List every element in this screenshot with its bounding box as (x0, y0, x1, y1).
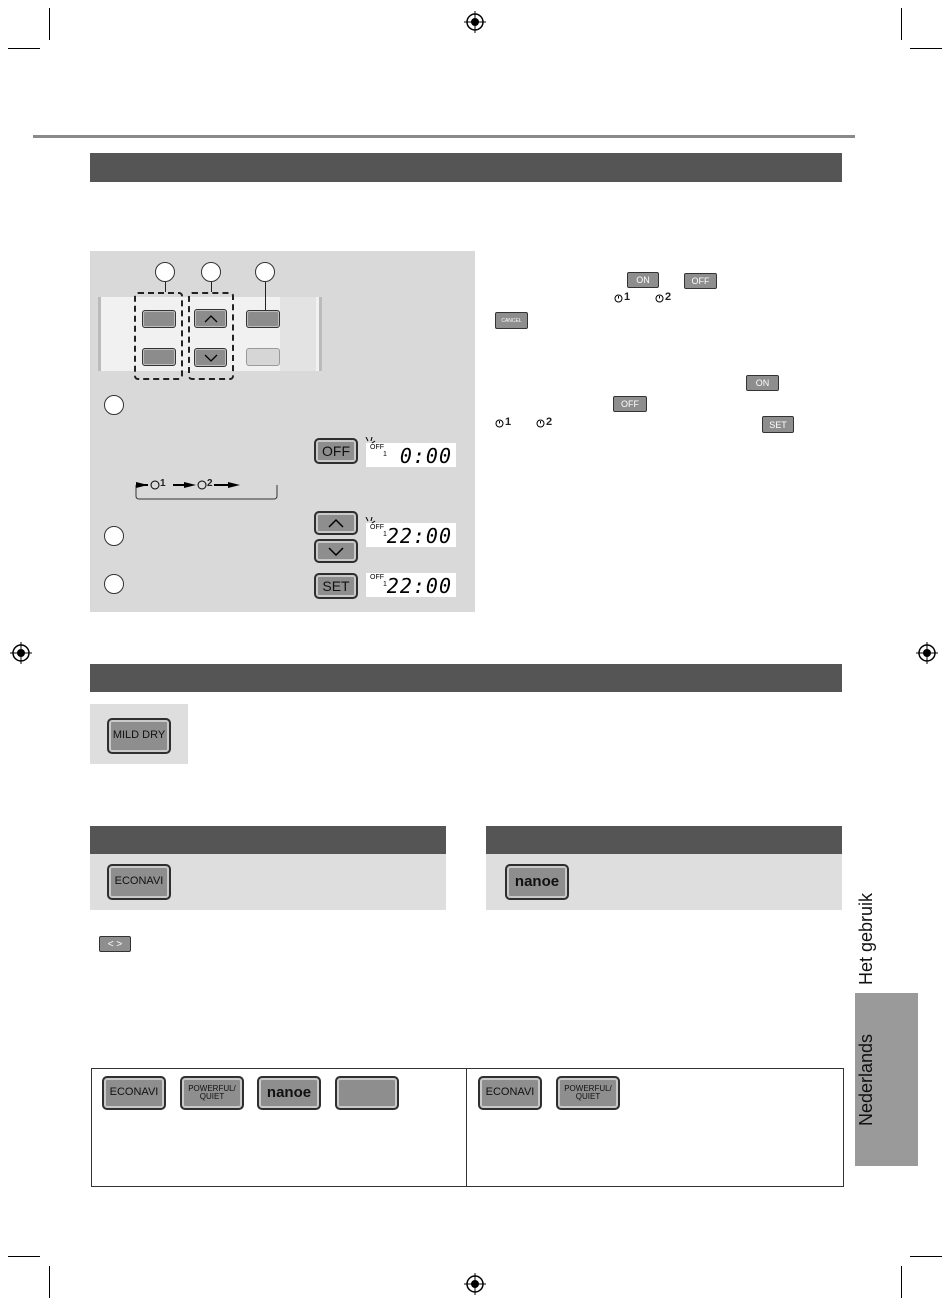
timer-seq-1: 1 (160, 478, 166, 489)
off-button-inline: OFF (613, 396, 647, 412)
nanoe-button[interactable]: nanoe (257, 1076, 321, 1110)
crop-mark (8, 48, 40, 49)
registration-mark-icon (10, 642, 32, 664)
display-status: OFF (370, 524, 384, 531)
display-timer-number: 1 (383, 451, 387, 458)
display-timer-number: 1 (383, 581, 387, 588)
crop-mark (910, 48, 942, 49)
econavi-button[interactable]: ECONAVI (102, 1076, 166, 1110)
timer-cycle-diagram (128, 474, 280, 500)
display-time: 0:00 (399, 444, 452, 468)
mild-dry-button[interactable]: MILD DRY (107, 718, 171, 754)
header-rule (33, 135, 855, 138)
step-3-circle (104, 574, 124, 594)
crop-mark (49, 8, 50, 40)
chevron-up-icon (327, 518, 345, 528)
crop-mark (910, 1256, 942, 1257)
registration-mark-icon (464, 11, 486, 33)
set-button-inline: SET (762, 416, 794, 433)
timer-2-label: 2 (546, 416, 553, 428)
callout-1 (155, 262, 175, 282)
timer-clock-icon (655, 294, 664, 303)
section-bar-timer (90, 153, 842, 182)
on-button-inline: ON (627, 272, 659, 288)
timer-1-label: 1 (624, 291, 631, 303)
powerful-quiet-line2: QUIET (575, 1092, 601, 1101)
powerful-quiet-button[interactable] (180, 1076, 244, 1110)
remote-on-button[interactable] (142, 310, 176, 328)
display-status: OFF (370, 574, 384, 581)
set-button[interactable]: SET (314, 573, 358, 599)
powerful-quiet-line1: POWERFUL/ (564, 1083, 612, 1093)
timer-clock-icon (536, 419, 545, 428)
section-bar-econavi (90, 826, 446, 854)
step-2-circle (104, 526, 124, 546)
display-timer-number: 1 (383, 531, 387, 538)
callout-3 (255, 262, 275, 282)
section-bar-nanoe (486, 826, 842, 854)
callout-leader (211, 282, 212, 292)
crop-mark (901, 1266, 902, 1298)
section-bar-mild-dry (90, 664, 842, 692)
up-button[interactable] (314, 511, 358, 535)
timer-2-label: 2 (665, 291, 672, 303)
blink-indicator-icon (364, 517, 376, 529)
timer-clock-icon (495, 419, 504, 428)
chevron-down-icon (204, 354, 218, 362)
timer-display-3 (366, 573, 456, 597)
callout-leader (165, 282, 166, 292)
timer-display-1 (366, 443, 456, 467)
remote-off-button[interactable] (142, 348, 176, 366)
powerful-quiet-line1: POWERFUL/ (188, 1083, 236, 1093)
econavi-button[interactable]: ECONAVI (478, 1076, 542, 1110)
off-button[interactable]: OFF (314, 438, 358, 464)
table-divider (466, 1068, 467, 1187)
nanoe-button[interactable]: nanoe (505, 864, 569, 900)
registration-mark-icon (916, 642, 938, 664)
timer-seq-2: 2 (207, 478, 213, 489)
chevron-up-icon (204, 315, 218, 323)
crop-mark (49, 1266, 50, 1298)
timer-clock-icon (614, 294, 623, 303)
powerful-quiet-button[interactable] (556, 1076, 620, 1110)
step-1-circle (104, 395, 124, 415)
econavi-button[interactable]: ECONAVI (107, 864, 171, 900)
timer-1-label: 1 (505, 416, 512, 428)
display-time: 22:00 (386, 524, 452, 548)
off-button-inline: OFF (684, 273, 717, 289)
timer-display-2 (366, 523, 456, 547)
callout-2 (201, 262, 221, 282)
language-tab-label: Nederlands (856, 1033, 876, 1126)
display-status: OFF (370, 444, 384, 451)
remote-control-edge (280, 297, 316, 371)
chevron-down-icon (327, 546, 345, 556)
remote-set-button[interactable] (246, 310, 280, 328)
blink-indicator-icon (364, 437, 376, 449)
swap-button-inline: < > (99, 936, 131, 952)
crop-mark (901, 8, 902, 40)
section-label-vertical: Het gebruik (856, 892, 876, 985)
button-group-outline-1 (134, 292, 183, 380)
on-button-inline: ON (746, 375, 779, 391)
remote-down-button[interactable] (194, 348, 227, 367)
display-time: 22:00 (386, 574, 452, 598)
blank-button[interactable] (335, 1076, 399, 1110)
remote-cancel-button[interactable] (246, 348, 280, 366)
remote-up-button[interactable] (194, 309, 227, 328)
powerful-quiet-line2: QUIET (199, 1092, 225, 1101)
registration-mark-icon (464, 1273, 486, 1295)
down-button[interactable] (314, 539, 358, 563)
crop-mark (8, 1256, 40, 1257)
cancel-button-inline: CANCEL (495, 312, 528, 329)
callout-leader (265, 282, 266, 310)
